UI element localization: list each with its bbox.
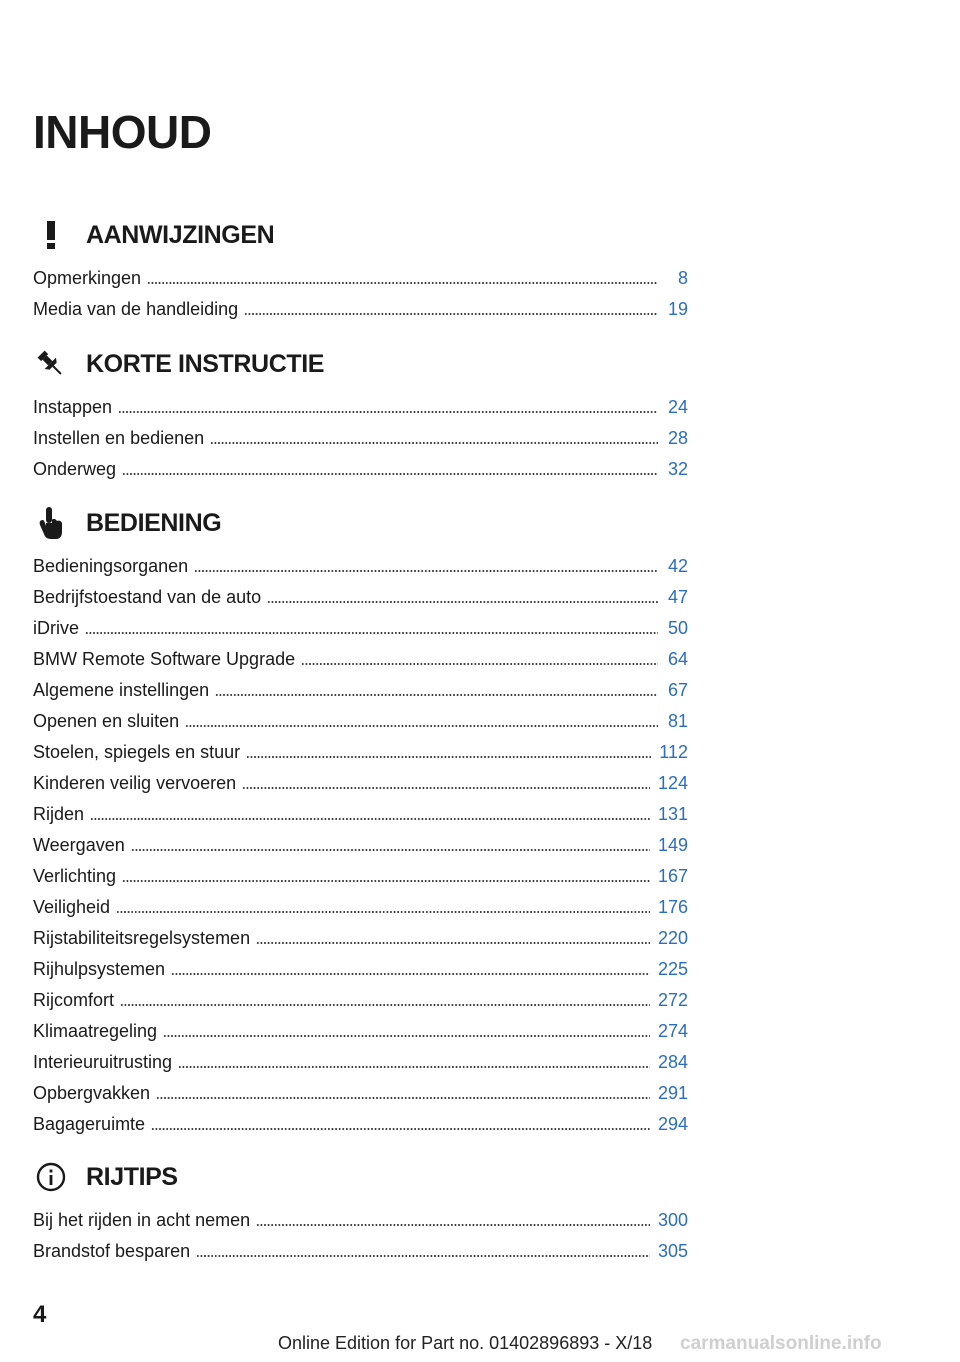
toc-page-link[interactable]: 19	[667, 298, 688, 319]
toc-entry-rijstabiliteitsregelsystemen[interactable]	[33, 922, 688, 953]
toc-entry-label: iDrive	[33, 617, 80, 638]
toc-entry-label: Onderweg	[33, 458, 117, 479]
toc-entry-rijcomfort[interactable]	[33, 984, 688, 1015]
dot-leader	[301, 663, 658, 665]
dot-leader	[116, 911, 650, 913]
dot-leader	[90, 818, 650, 820]
info-circle-icon	[33, 1159, 69, 1195]
toc-entry-kinderen-veilig-vervoeren[interactable]	[33, 767, 688, 798]
toc-entry-label: Media van de handleiding	[33, 298, 239, 319]
toc-page-link[interactable]: 8	[677, 267, 688, 288]
toc-entry-bmw-remote-software-upgrade[interactable]	[33, 643, 688, 674]
dot-leader	[244, 313, 658, 315]
toc-entry-label: Openen en sluiten	[33, 710, 180, 731]
toc-entry-label: Instellen en bedienen	[33, 427, 205, 448]
section-aanwijzingen	[33, 214, 688, 324]
toc-entry-bagageruimte[interactable]	[33, 1108, 688, 1139]
toc-entry-veiligheid[interactable]	[33, 891, 688, 922]
toc-entry-idrive[interactable]	[33, 612, 688, 643]
page-number: 4	[33, 1301, 47, 1328]
dot-leader	[156, 1097, 650, 1099]
dot-leader	[215, 694, 658, 696]
toc-entry-bij-het-rijden-in-acht-nemen[interactable]	[33, 1204, 688, 1235]
toc-entry-instappen[interactable]	[33, 391, 688, 422]
dot-leader	[122, 473, 658, 475]
dot-leader	[194, 570, 658, 572]
dot-leader	[185, 725, 658, 727]
toc-page-link[interactable]: 220	[657, 927, 688, 948]
dot-leader	[171, 973, 650, 975]
toc-entry-opmerkingen[interactable]	[33, 262, 688, 293]
toc-page-link[interactable]: 124	[657, 772, 688, 793]
toc-entry-weergaven[interactable]	[33, 829, 688, 860]
section-korte-instructie	[33, 343, 688, 484]
toc-entry-label: Weergaven	[33, 834, 125, 855]
toc-entry-brandstof-besparen[interactable]	[33, 1235, 688, 1266]
toc-page-link[interactable]: 274	[657, 1020, 688, 1041]
toc-entry-label: Bagageruimte	[33, 1113, 146, 1134]
dot-leader	[267, 601, 658, 603]
dot-leader	[147, 282, 658, 284]
toc-entry-interieuruitrusting[interactable]	[33, 1046, 688, 1077]
toc-page-link[interactable]: 176	[657, 896, 688, 917]
toc-entry-label: Opbergvakken	[33, 1082, 151, 1103]
toc-page-link[interactable]: 81	[667, 710, 688, 731]
section-title: AANWIJZINGEN	[86, 221, 275, 249]
toc-page-link[interactable]: 112	[659, 741, 688, 762]
dot-leader	[163, 1035, 650, 1037]
exclamation-icon	[33, 217, 69, 253]
section-header	[33, 502, 688, 544]
dot-leader	[85, 632, 658, 634]
dot-leader	[256, 942, 650, 944]
toc-entry-bedieningsorganen[interactable]	[33, 550, 688, 581]
pointing-hand-icon	[33, 505, 69, 541]
toc-page-link[interactable]: 294	[657, 1113, 688, 1134]
toc-page-link[interactable]: 32	[667, 458, 688, 479]
dot-leader	[196, 1255, 650, 1257]
toc-page-link[interactable]: 64	[667, 648, 688, 669]
toc-entry-onderweg[interactable]	[33, 453, 688, 484]
dot-leader	[256, 1224, 650, 1226]
dot-leader	[151, 1128, 650, 1130]
toc-entry-rijhulpsystemen[interactable]	[33, 953, 688, 984]
section-rijtips	[33, 1156, 688, 1266]
toc-entry-label: Veiligheid	[33, 896, 111, 917]
toc-entry-verlichting[interactable]	[33, 860, 688, 891]
toc-page-link[interactable]: 24	[667, 396, 688, 417]
dot-leader	[131, 849, 650, 851]
toc-page-link[interactable]: 67	[667, 679, 688, 700]
toc-entry-algemene-instellingen[interactable]	[33, 674, 688, 705]
section-title: KORTE INSTRUCTIE	[86, 350, 325, 378]
toc-entry-label: Verlichting	[33, 865, 117, 886]
toc-entry-label: Instappen	[33, 396, 113, 417]
toc-entry-label: Brandstof besparen	[33, 1240, 191, 1261]
toc-page-link[interactable]: 42	[667, 555, 688, 576]
toc-page-link[interactable]: 272	[657, 989, 688, 1010]
dot-leader	[242, 787, 650, 789]
toc-entry-media-van-de-handleiding[interactable]	[33, 293, 688, 324]
dot-leader	[246, 756, 651, 758]
toc-page-link[interactable]: 291	[657, 1082, 688, 1103]
section-header	[33, 1156, 688, 1198]
toc-entry-label: Kinderen veilig vervoeren	[33, 772, 237, 793]
dot-leader	[178, 1066, 650, 1068]
toc-entry-instellen-en-bedienen[interactable]	[33, 422, 688, 453]
toc-entry-label: Interieuruitrusting	[33, 1051, 173, 1072]
toc-entry-label: Rijden	[33, 803, 85, 824]
section-header	[33, 214, 688, 256]
toc-entry-klimaatregeling[interactable]	[33, 1015, 688, 1046]
page-title: INHOUD	[33, 106, 212, 158]
dot-leader	[118, 411, 658, 413]
toc-entry-label: Rijhulpsystemen	[33, 958, 166, 979]
toc-entry-label: BMW Remote Software Upgrade	[33, 648, 296, 669]
toc-entry-openen-en-sluiten[interactable]	[33, 705, 688, 736]
toc-page-link[interactable]: 131	[657, 803, 688, 824]
toc-entry-label: Opmerkingen	[33, 267, 142, 288]
dot-leader	[122, 880, 650, 882]
toc-entry-label: Algemene instellingen	[33, 679, 210, 700]
pushpin-icon	[33, 346, 69, 382]
dot-leader	[210, 442, 658, 444]
toc-page-link[interactable]: 28	[667, 427, 688, 448]
toc-page-link[interactable]: 225	[657, 958, 688, 979]
toc-entry-label: Bedrijfstoestand van de auto	[33, 586, 262, 607]
toc-page-link[interactable]: 167	[657, 865, 688, 886]
toc-entry-rijden[interactable]	[33, 798, 688, 829]
dot-leader	[120, 1004, 650, 1006]
toc-entry-label: Bedieningsorganen	[33, 555, 189, 576]
toc-entry-opbergvakken[interactable]	[33, 1077, 688, 1108]
toc-entry-label: Klimaatregeling	[33, 1020, 158, 1041]
toc-entry-label: Rijcomfort	[33, 989, 115, 1010]
section-header	[33, 343, 688, 385]
toc-page-link[interactable]: 284	[657, 1051, 688, 1072]
section-title: BEDIENING	[86, 509, 222, 537]
toc-entry-bedrijfstoestand[interactable]	[33, 581, 688, 612]
watermark: carmanualsonline.info	[680, 1333, 882, 1354]
toc-entry-stoelen-spiegels-en-stuur[interactable]	[33, 736, 688, 767]
toc-entry-label: Stoelen, spiegels en stuur	[33, 741, 241, 762]
toc-page-link[interactable]: 305	[657, 1240, 688, 1261]
section-bediening	[33, 502, 688, 1139]
toc-entry-label: Bij het rijden in acht nemen	[33, 1209, 251, 1230]
footer-edition-text: Online Edition for Part no. 01402896893 - X/18	[278, 1333, 653, 1353]
toc-page-link[interactable]: 300	[657, 1209, 688, 1230]
toc-page-link[interactable]: 50	[667, 617, 688, 638]
toc-entry-label: Rijstabiliteitsregelsystemen	[33, 927, 251, 948]
toc-page-link[interactable]: 149	[657, 834, 688, 855]
toc-page-link[interactable]: 47	[667, 586, 688, 607]
section-title: RIJTIPS	[86, 1163, 178, 1191]
